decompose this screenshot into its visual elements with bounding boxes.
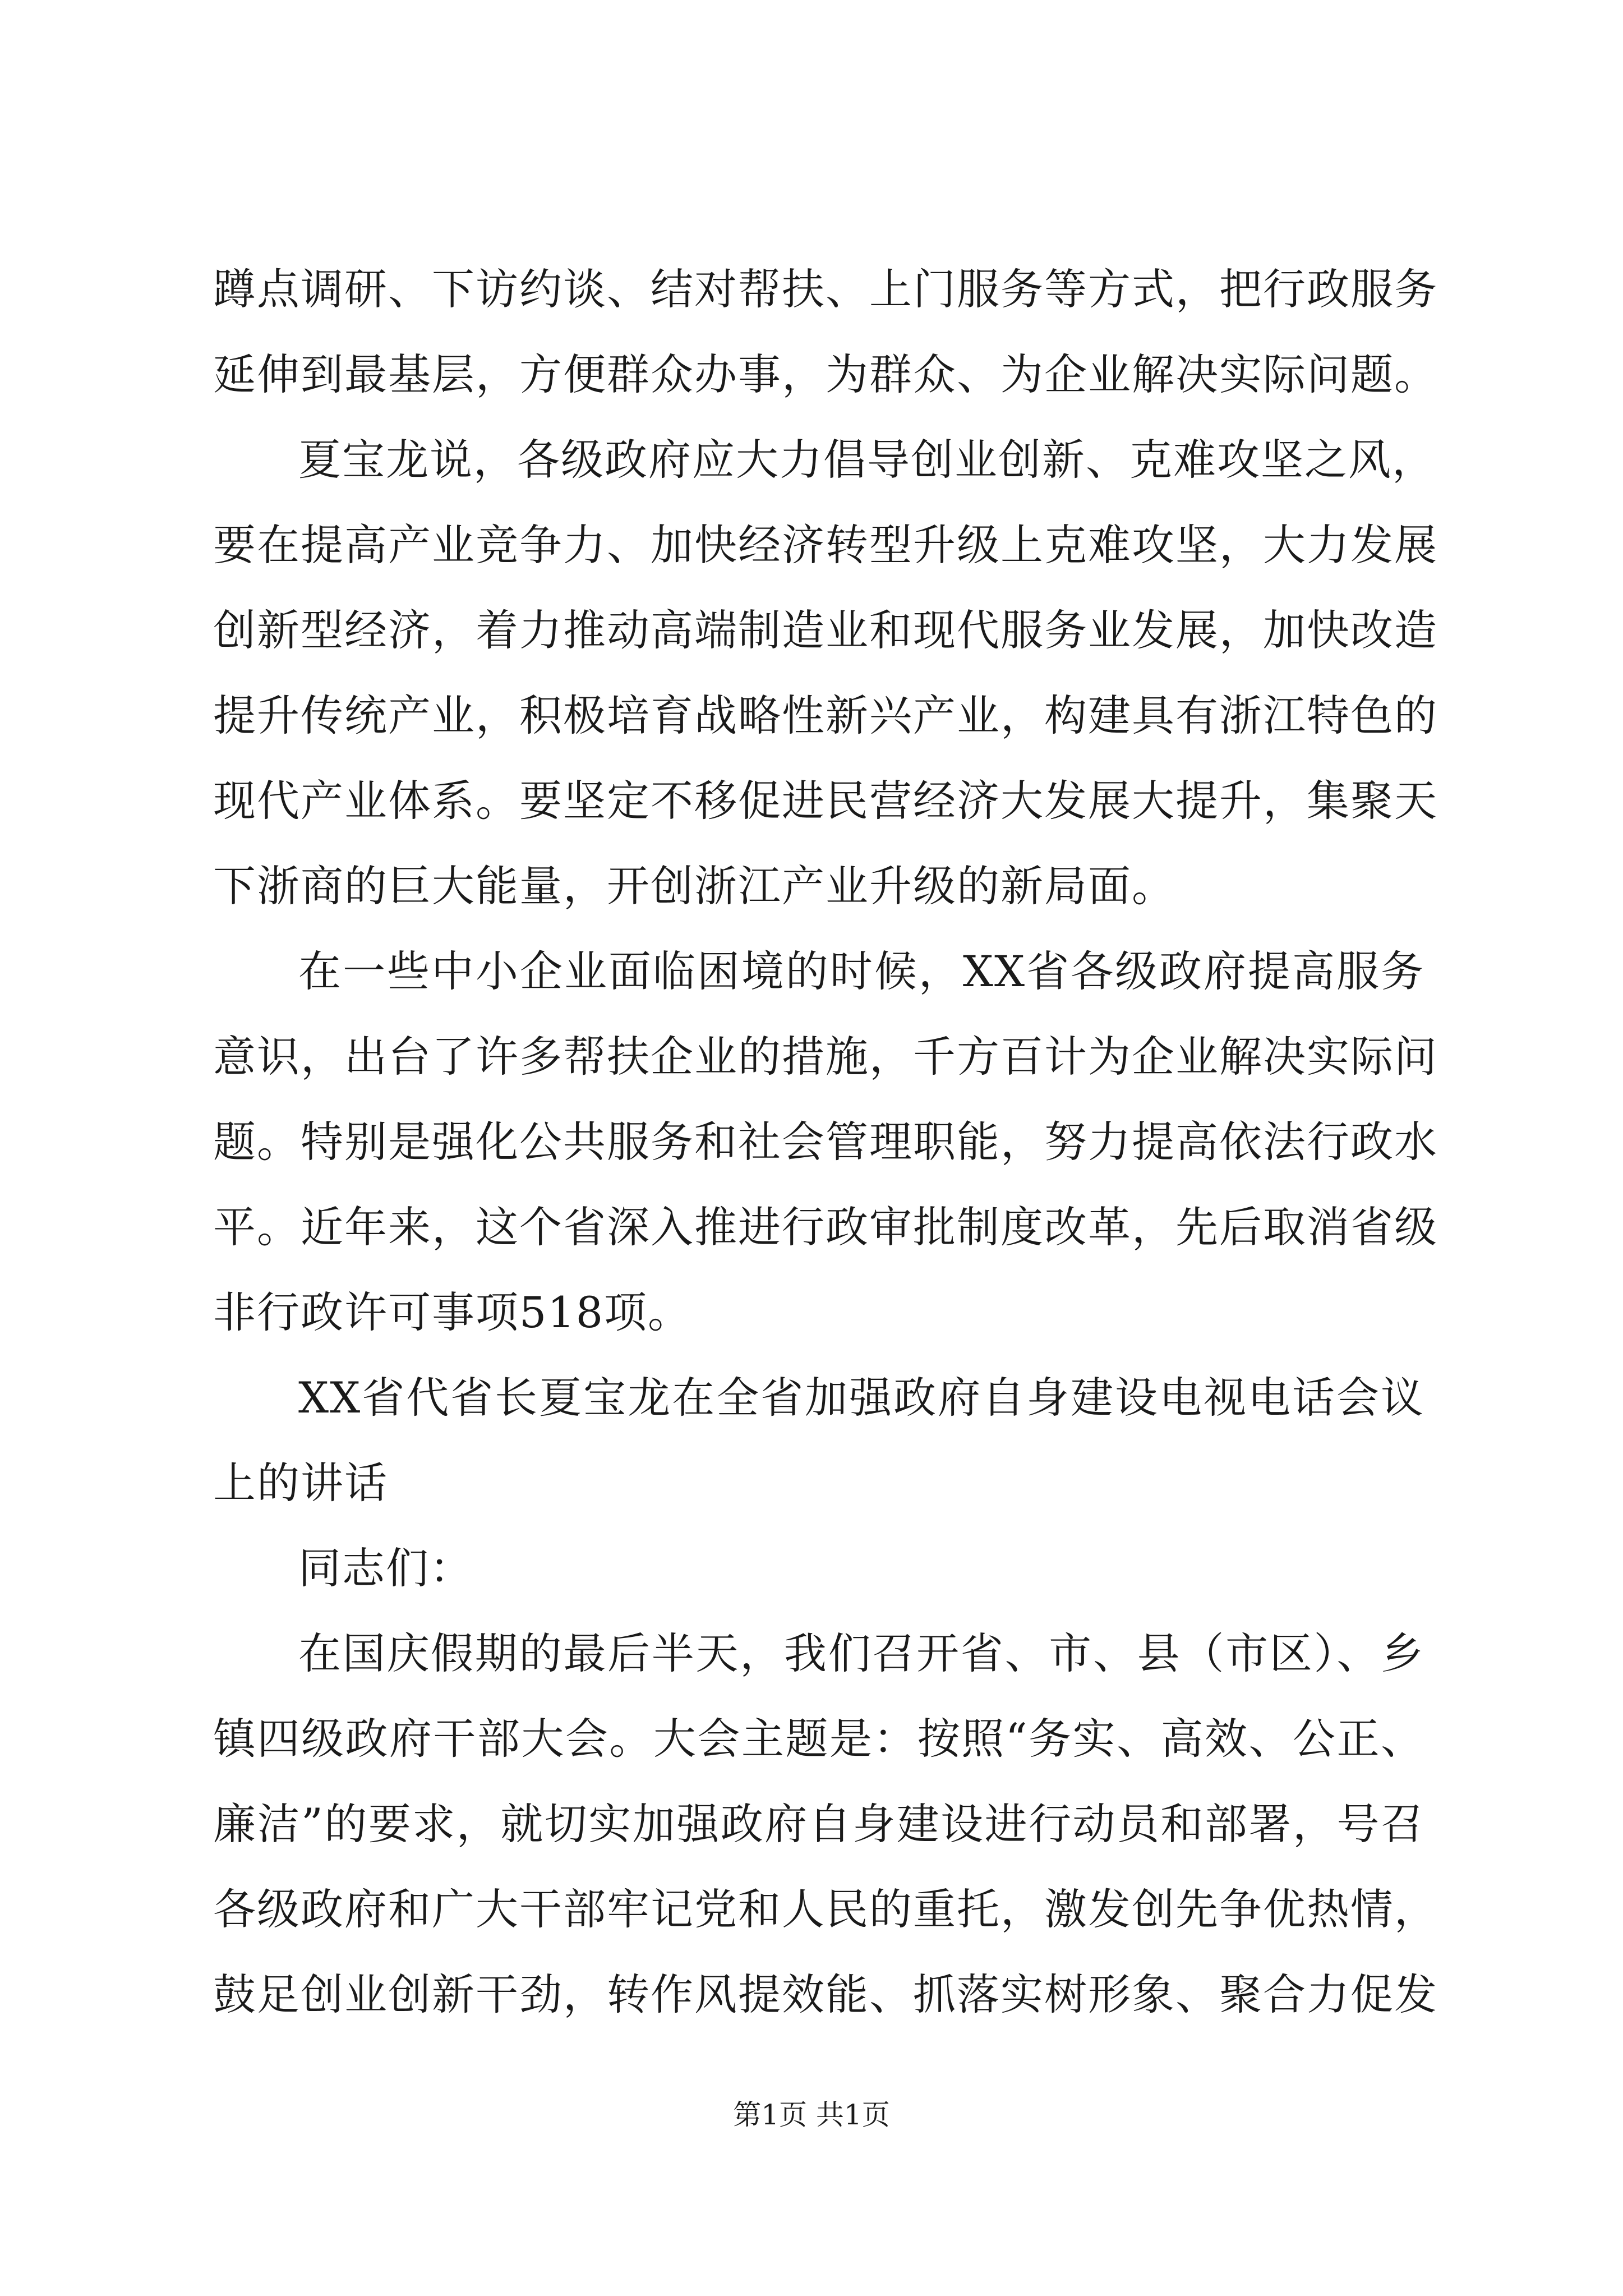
- text-line: 在国庆假期的最后半天，我们召开省、市、县（市区）、乡: [298, 1628, 1424, 1678]
- text-line: 提升传统产业，积极培育战略性新兴产业，构建具有浙江特色的: [213, 691, 1438, 740]
- page-number-footer: 第1页 共1页: [733, 2099, 890, 2131]
- text-line: 非行政许可事项518项。: [213, 1287, 692, 1337]
- paragraph: [213, 929, 1438, 1355]
- text-line: XX省代省长夏宝龙在全省加强政府自身建设电视电话会议: [298, 1373, 1424, 1423]
- paragraph: [213, 1611, 1438, 2037]
- text-line: 题。特别是强化公共服务和社会管理职能，努力提高依法行政水: [213, 1117, 1438, 1167]
- text-line: 意识，出台了许多帮扶企业的措施，千方百计为企业解决实际问: [213, 1032, 1438, 1082]
- text-line: 平。近年来，这个省深入推进行政审批制度改革，先后取消省级: [213, 1202, 1438, 1252]
- text-line: 要在提高产业竞争力、加快经济转型升级上克难攻坚，大力发展: [213, 520, 1438, 570]
- salutation: 同志们：: [298, 1543, 473, 1593]
- text-line: 鼓足创业创新干劲，转作风提效能、抓落实树形象、聚合力促发: [213, 1970, 1438, 2019]
- text-line: 蹲点调研、下访约谈、结对帮扶、上门服务等方式，把行政服务: [213, 264, 1438, 314]
- paragraph: [213, 417, 1438, 929]
- document-body: [213, 247, 1438, 2037]
- text-line: 上的讲话: [213, 1458, 388, 1508]
- paragraph: [213, 1355, 1424, 1526]
- text-line: 镇四级政府干部大会。大会主题是：按照“务实、高效、公正、: [213, 1714, 1424, 1764]
- text-line: 现代产业体系。要坚定不移促进民营经济大发展大提升，集聚天: [213, 776, 1438, 826]
- text-line: 下浙商的巨大能量，开创浙江产业升级的新局面。: [213, 861, 1175, 911]
- text-line: 延伸到最基层，方便群众办事，为群众、为企业解决实际问题。: [213, 349, 1438, 399]
- text-line: 廉洁”的要求，就切实加强政府自身建设进行动员和部署，号召: [213, 1799, 1424, 1849]
- text-line: 各级政府和广大干部牢记党和人民的重托，激发创先争优热情，: [213, 1884, 1438, 1934]
- text-line: 创新型经济，着力推动高端制造业和现代服务业发展，加快改造: [213, 605, 1438, 655]
- text-line: 夏宝龙说，各级政府应大力倡导创业创新、克难攻坚之风，: [298, 435, 1436, 485]
- paragraph: [213, 247, 1438, 417]
- text-line: 在一些中小企业面临困境的时候，XX省各级政府提高服务: [298, 946, 1424, 996]
- paragraph: [213, 1526, 1424, 1611]
